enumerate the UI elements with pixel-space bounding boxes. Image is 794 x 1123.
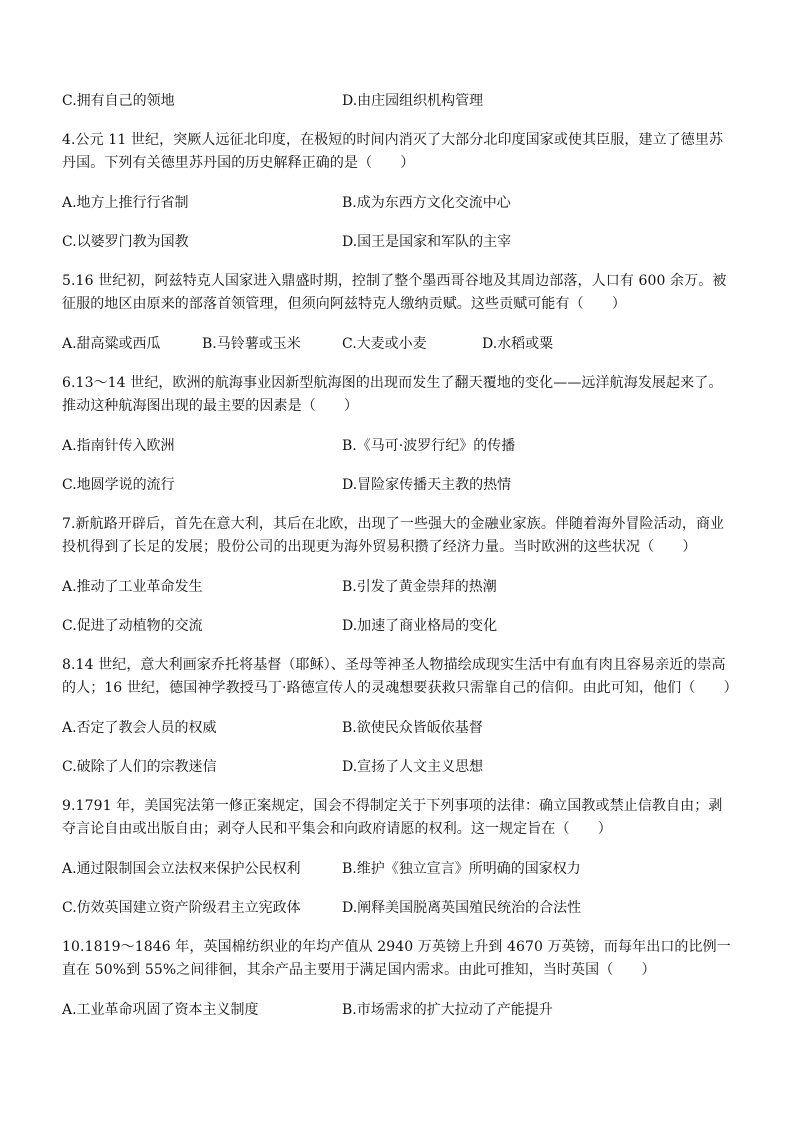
option-row: [62, 615, 734, 637]
option-row: [62, 192, 734, 214]
option-d: D.国王是国家和军队的主宰: [342, 234, 512, 250]
question-8-stem: 8.14 世纪，意大利画家乔托将基督（耶稣）、圣母等神圣人物描绘成现实生活中有血有肉且容易亲近的崇高的人；16 世纪，德国神学教授马丁·路德宣传人的灵魂想要获救只需靠自己的信仰。由此可知，他们（ ）: [62, 657, 738, 696]
option-a: A.甜高粱或西瓜: [62, 336, 161, 352]
option-c: C.地圆学说的流行: [62, 477, 175, 493]
question-7-stem: 7.新航路开辟后，首先在意大利，其后在北欧，出现了一些强大的金融业家族。伴随着海外冒险活动，商业投机得到了长足的发展；股份公司的出现更为海外贸易积攒了经济力量。当时欧洲的这些状况（ ）: [62, 516, 725, 555]
option-d: D.冒险家传播天主教的热情: [342, 477, 512, 493]
option-row: [62, 90, 734, 112]
option-row: [62, 576, 734, 598]
option-c: C.破除了人们的宗教迷信: [62, 759, 217, 775]
option-b: B.马铃薯或玉米: [202, 336, 301, 352]
option-row: [62, 435, 734, 457]
option-row: [62, 333, 734, 355]
option-a: A.指南针传入欧洲: [62, 438, 175, 454]
option-b: B.引发了黄金崇拜的热潮: [342, 579, 497, 595]
question-5-stem: 5.16 世纪初，阿兹特克人国家进入鼎盛时期，控制了整个墨西哥谷地及其周边部落，人口有 600 余万。被征服的地区由原来的部落首领管理，但须向阿兹特克人缴纳贡赋。这些贡赋可能有（ ）: [62, 273, 727, 312]
option-row: [62, 474, 734, 496]
option-a: A.工业革命巩固了资本主义制度: [62, 1002, 259, 1018]
option-a: A.否定了教会人员的权威: [62, 720, 217, 736]
option-row: [62, 999, 734, 1021]
option-d: D.水稻或粟: [482, 336, 554, 352]
option-row: [62, 858, 734, 880]
option-b: B.欲使民众皆皈依基督: [342, 720, 483, 736]
option-d: D.加速了商业格局的变化: [342, 618, 498, 634]
option-b: B.成为东西方文化交流中心: [342, 195, 511, 211]
option-a: A.地方上推行行省制: [62, 195, 189, 211]
question-10-stem: 10.1819～1846 年，英国棉纺织业的年均产值从 2940 万英镑上升到 4670 万英镑，而每年出口的比例一直在 50%到 55%之间徘徊，其余产品主要用于满足国内需求。由此可推知，当时英国（ ）: [62, 939, 731, 978]
option-d: D.宣扬了人文主义思想: [342, 759, 484, 775]
option-d: D.阐释美国脱离英国殖民统治的合法性: [342, 900, 582, 916]
option-d: D.由庄园组织机构管理: [342, 93, 484, 109]
option-row: [62, 717, 734, 739]
question-9-stem: 9.1791 年，美国宪法第一修正案规定，国会不得制定关于下列事项的法律：确立国教或禁止信教自由；剥夺言论自由或出版自由；剥夺人民和平集会和向政府请愿的权利。这一规定旨在（ ）: [62, 798, 723, 837]
option-c: C.拥有自己的领地: [62, 93, 175, 109]
question-6-stem: 6.13～14 世纪，欧洲的航海事业因新型航海图的出现而发生了翻天覆地的变化——远洋航海发展起来了。推动这种航海图出现的最主要的因素是（ ）: [62, 375, 723, 414]
option-a: A.通过限制国会立法权来保护公民权利: [62, 861, 301, 877]
option-a: A.推动了工业革命发生: [62, 579, 203, 595]
option-row: [62, 756, 734, 778]
option-b: B.《马可·波罗行纪》的传播: [342, 438, 516, 454]
option-c: C.仿效英国建立资产阶级君主立宪政体: [62, 900, 301, 916]
option-row: [62, 897, 734, 919]
option-c: C.以婆罗门教为国教: [62, 234, 189, 250]
option-c: C.大麦或小麦: [342, 336, 427, 352]
option-row: [62, 231, 734, 253]
exam-content: [62, 90, 738, 1038]
option-b: B.维护《独立宣言》所明确的国家权力: [342, 861, 581, 877]
question-4-stem: 4.公元 11 世纪，突厥人远征北印度，在极短的时间内消灭了大部分北印度国家或使其臣服，建立了德里苏丹国。下列有关德里苏丹国的历史解释正确的是（ ）: [62, 132, 724, 171]
option-c: C.促进了动植物的交流: [62, 618, 203, 634]
option-b: B.市场需求的扩大拉动了产能提升: [342, 1002, 553, 1018]
